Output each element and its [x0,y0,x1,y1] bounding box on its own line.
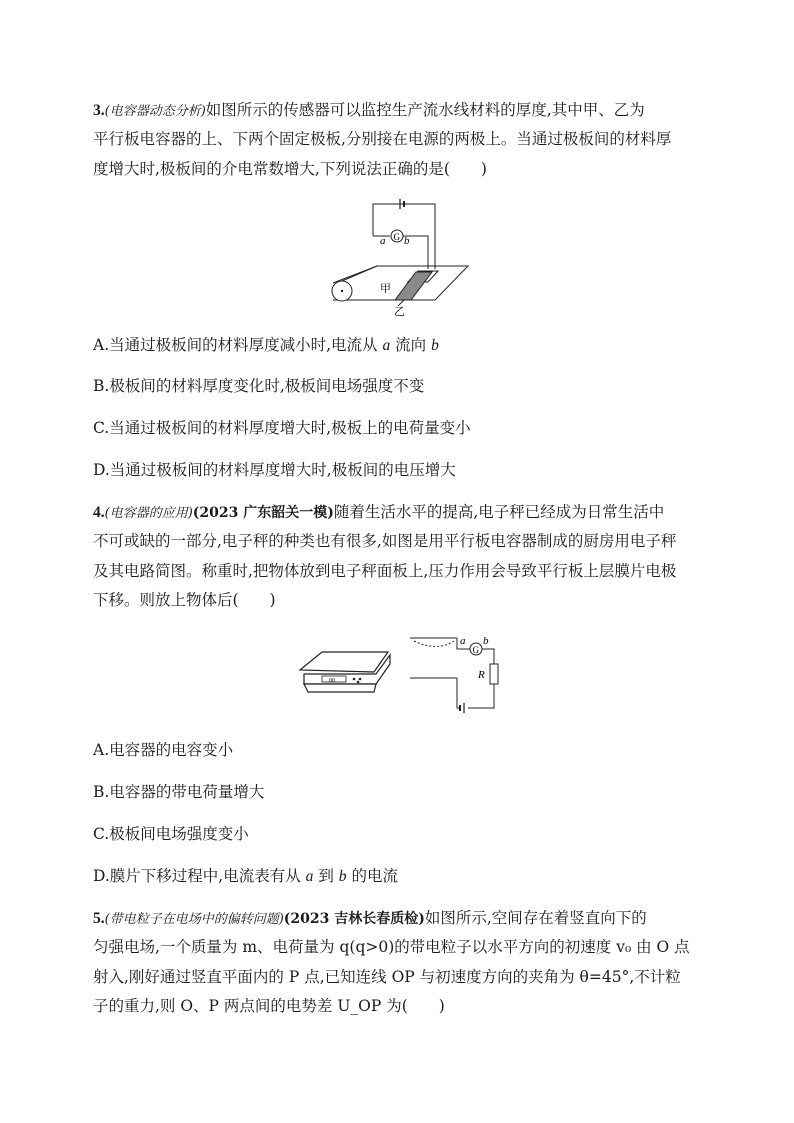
q3-option-a-text: A.当通过极板间的材料厚度减小时,电流从 [93,336,383,354]
q4-option-c[interactable]: C.极板间电场强度变小 [93,825,249,843]
q3-label-a: a [380,235,386,247]
q3-option-a-mid: 流向 [390,336,432,354]
q4-option-d-mid: 到 [313,867,339,885]
q4-text-2: 不可或缺的一部分,电子秤的种类也有很多,如图是用平行板电容器制成的厨房用电子秤 [93,532,677,550]
q4-tag: (电容器的应用) [104,506,193,521]
q4-text-1: 随着生活水平的提高,电子秤已经成为日常生活中 [333,503,665,521]
q3-label-yi: 乙 [394,305,405,316]
q3-option-a-var2: b [431,337,439,354]
q4-option-a[interactable]: A.电容器的电容变小 [93,741,234,759]
kitchen-scale-icon [300,652,390,692]
q4-option-d-suffix: 的电流 [346,867,398,885]
q5-tag: (带电粒子在电场中的偏转问题) [104,912,284,927]
q4-option-b[interactable]: B.电容器的带电荷量增大 [93,783,265,801]
q3-label-jia: 甲 [380,282,391,295]
q3-option-c[interactable]: C.当通过极板间的材料厚度增大时,极板上的电荷量变小 [93,419,471,437]
q5-source: (2023 吉林长春质检) [283,911,425,927]
q3-number: 3. [93,102,105,119]
q3-g-label: G [393,232,400,242]
q4-label-b: b [483,635,489,647]
q3-text-3: 度增大时,极板间的介电常数增大,下列说法正确的是( ) [93,160,487,178]
q3-text-2: 平行板电容器的上、下两个固定极板,分别接在电源的两极上。当通过极板间的材料厚 [93,130,672,148]
q4-scale-display: 00 [329,678,335,684]
q4-text-4: 下移。则放上物体后( ) [93,591,276,609]
q3-label-b: b [404,235,410,247]
q4-source: (2023 广东韶关一模) [192,505,334,521]
q4-option-d[interactable] [93,866,398,887]
q4-label-r: R [478,669,485,681]
q5-text-1: 如图所示,空间存在着竖直向下的 [424,909,647,927]
q4-number: 4. [93,504,105,521]
q4-option-d-text: D.膜片下移过程中,电流表有从 [93,867,306,885]
q4-g-label: G [472,645,479,655]
q5-line-1 [93,908,647,930]
q4-line-1 [93,502,664,524]
q4-text-3: 及其电路简图。称重时,把物体放到电子秤面板上,压力作用会导致平行板上层膜片电极 [93,562,677,580]
resistor-icon [490,664,498,684]
q4-option-d-var2: b [338,868,347,885]
q3-text-1: 如图所示的传感器可以监控生产流水线材料的厚度,其中甲、乙为 [205,101,645,119]
q3-option-a-var1: a [382,337,391,354]
q5-text-2: 匀强电场,一个质量为 m、电荷量为 q(q>0)的带电粒子以水平方向的初速度 v₀ 由 O 点 [93,938,690,956]
q4-option-d-var1: a [305,868,314,885]
q5-number: 5. [93,910,105,927]
q3-option-a[interactable] [93,335,439,356]
q3-tag: (电容器动态分析) [104,104,206,119]
q3-option-d[interactable]: D.当通过极板间的材料厚度增大时,极板间的电压增大 [93,461,456,479]
q5-text-4: 子的重力,则 O、P 两点间的电势差 U_OP 为( ) [93,997,445,1015]
q5-text-3: 射入,刚好通过竖直平面内的 P 点,已知连线 OP 与初速度方向的夹角为 θ=45°,不计粒 [93,968,681,986]
q4-figure [292,630,502,718]
q3-figure [320,196,470,316]
q3-line-1 [93,100,645,122]
q3-option-b[interactable]: B.极板间的材料厚度变化时,极板间电场强度不变 [93,377,425,395]
q4-label-a: a [460,635,466,647]
